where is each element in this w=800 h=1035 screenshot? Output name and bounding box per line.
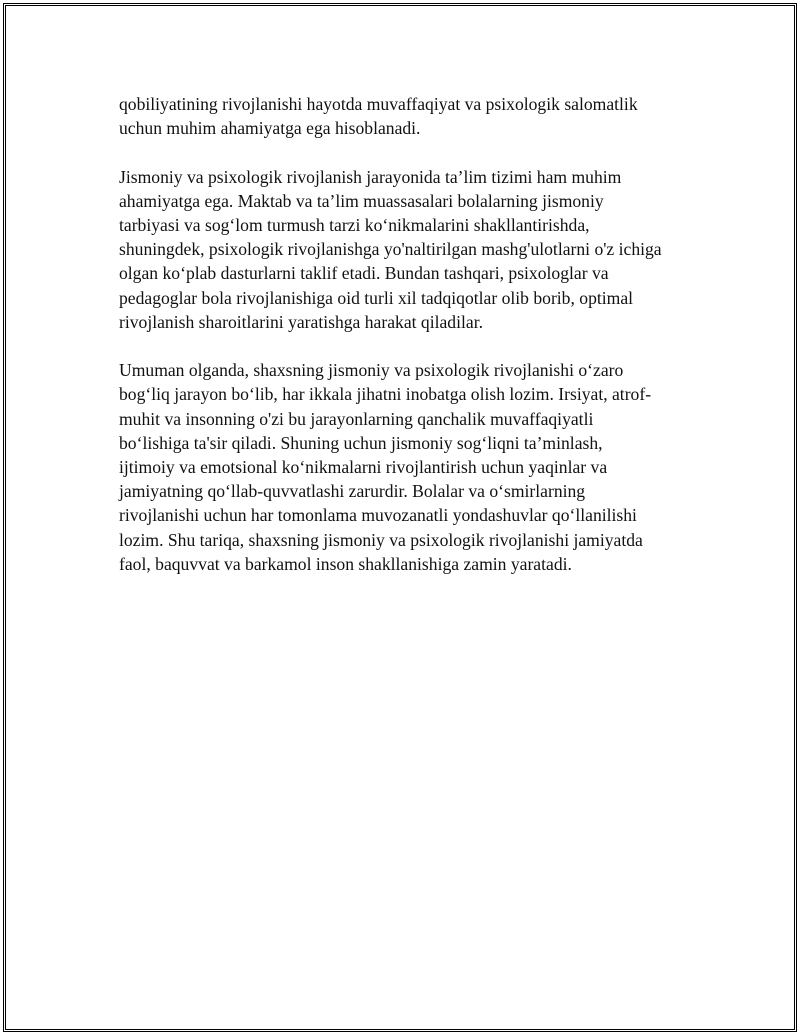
document-body bbox=[119, 92, 684, 600]
paragraph-1: qobiliyatining rivojlanishi hayotda muvaffaqiyat va psixologik salomatlik uchun muhim ahamiyatga ega hisoblanadi. bbox=[119, 94, 638, 139]
paragraph-2: Jismoniy va psixologik rivojlanish jarayonida ta’lim tizimi ham muhim ahamiyatga ega. Maktab va ta’lim muassasalari bolalarning jismoniy tarbiyasi va sog‘lom turmush tarzi ko‘nikmalarini shakllantirishda, shuningdek, psixologik rivojlanishga yo'naltirilgan mashg'ulotlarni o'z ichiga olgan ko‘plab dasturlarni taklif etadi. Bundan tashqari, psixologlar va pedagoglar bola rivojlanishiga oid turli xil tadqiqotlar olib borib, optimal rivojlanish sharoitlarini yaratishga harakat qiladilar. bbox=[119, 166, 662, 332]
paragraph-3: Umuman olganda, shaxsning jismoniy va psixologik rivojlanishi o‘zaro bog‘liq jarayon bo‘lib, har ikkala jihatni inobatga olish lozim. Irsiyat, atrof- muhit va insonning o'zi bu jarayonlarning qanchalik muvaffaqiyatli bo‘lishiga ta'sir qiladi. Shuning uchun jismoniy sog‘liqni ta’minlash, ijtimoiy va emotsional ko‘nikmalarni rivojlantirish uchun yaqinlar va jamiyatning qo‘llab-quvvatlashi zarurdir. Bolalar va o‘smirlarning rivojlanishi uchun har tomonlama muvozanatli yondashuvlar qo‘llanilishi lozim. Shu tariqa, shaxsning jismoniy va psixologik rivojlanishi jamiyatda faol, baquvvat va barkamol inson shakllanishiga zamin yaratadi. bbox=[119, 360, 652, 574]
